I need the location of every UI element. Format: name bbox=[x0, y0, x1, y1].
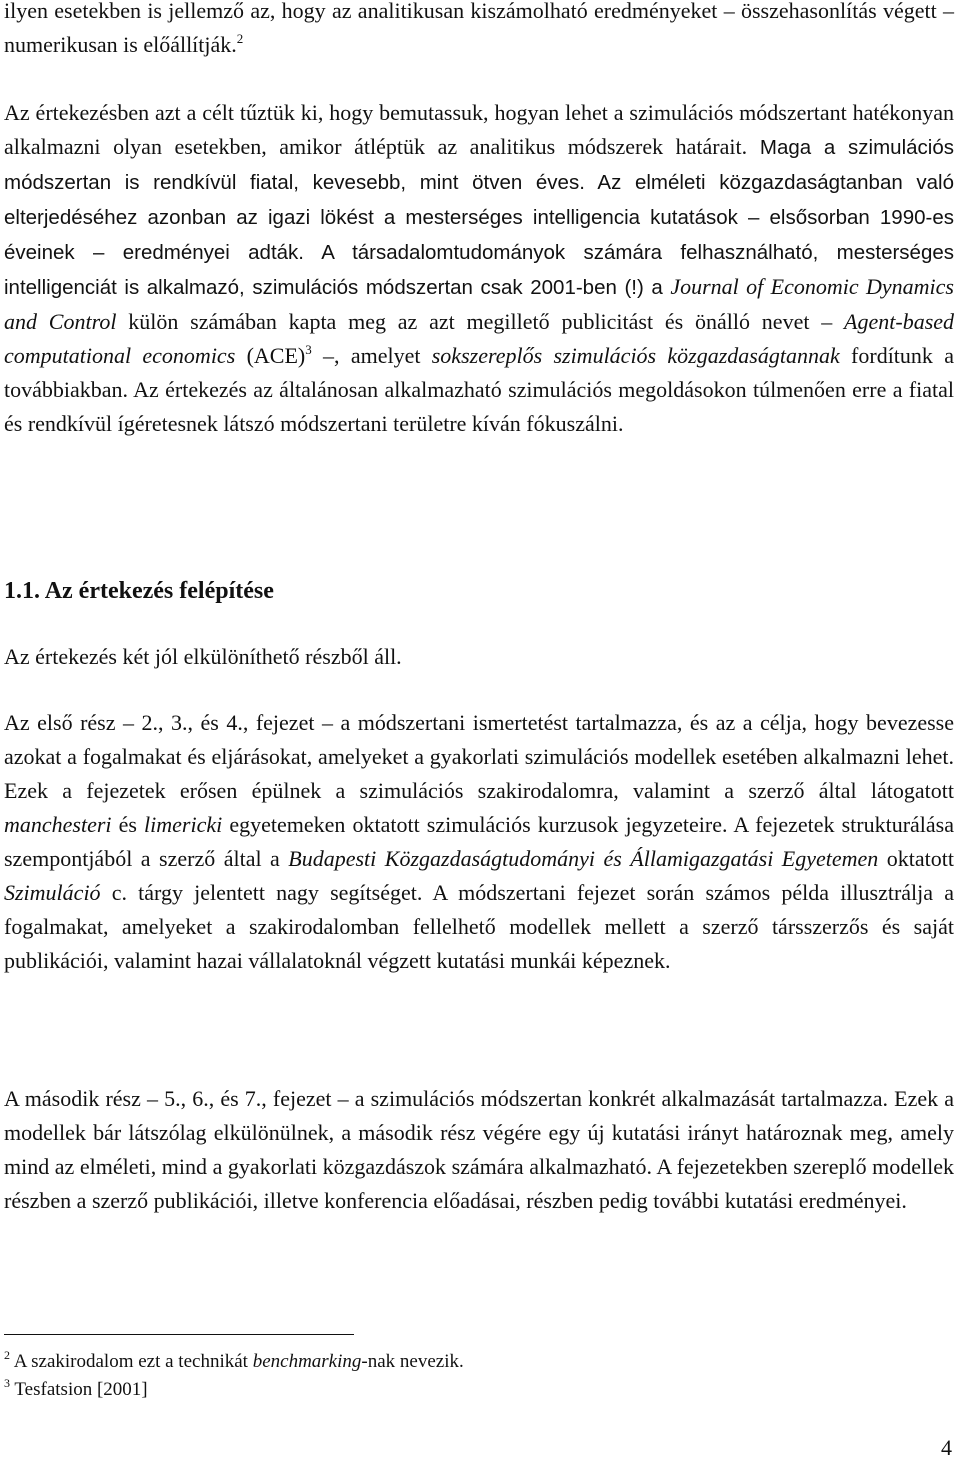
footnote-2 bbox=[4, 1348, 464, 1376]
text-span: oktatott bbox=[878, 846, 954, 871]
journal-title: Journal of Economic Dynamics and Control bbox=[4, 274, 954, 334]
section-number: 1.1. bbox=[4, 578, 40, 604]
text-span: -nak nevezik. bbox=[361, 1351, 464, 1372]
text-span: Ezek a modellek bár látszólag elkülönülnek, a második rész végére egy új kutatási irányt határoznak meg, amely mind az elméleti, mind a gyakorlati közgazdászok számára alkalmazható. bbox=[4, 1086, 954, 1179]
paragraph-lead bbox=[4, 0, 954, 62]
ace-term: Agent-based computational economics bbox=[4, 309, 955, 368]
text-span-sans: A társadalomtudományok számára felhasználható, mesterséges intelligenciát is alkalmazó, szimulációs módszertan csak 2001-ben (!) a bbox=[4, 241, 954, 299]
footnote-number: 3 bbox=[4, 1376, 10, 1390]
text-span: Az értekezésben azt a célt tűztük ki, hogy bemutassuk, hogyan lehet a szimulációs módszertant hatékonyan alkalmazni olyan esetekben, amikor átléptük az analitikus módszerek határait. bbox=[4, 100, 954, 159]
paragraph-part-two bbox=[4, 1082, 954, 1218]
footnote-number: 2 bbox=[4, 1348, 10, 1362]
text-span: Az első rész – 2., 3., és 4., fejezet – a módszertani ismertetést tartalmazza, és az a célja, hogy bevezesse azokat a fogalmakat és eljárásokat, amelyeket a gyakorlati szimulációs modellek esetében alkalmazni lehet. bbox=[4, 710, 954, 769]
paragraph-part-one bbox=[4, 706, 954, 978]
text-span: ilyen esetekben is jellemző az, hogy az analitikusan kiszámolható eredményeket – összehasonlítás végett – numerikusan is előállítják. bbox=[4, 0, 954, 57]
emphasis-benchmarking: benchmarking bbox=[252, 1351, 362, 1372]
text-span: –, amelyet bbox=[311, 343, 432, 368]
paragraph-intro bbox=[4, 96, 954, 441]
paragraph-structure-intro: Az értekezés két jól elkülöníthető részből áll. bbox=[4, 644, 402, 669]
section-title: Az értekezés felépítése bbox=[44, 578, 274, 604]
emphasis-limericki: limericki bbox=[144, 812, 223, 837]
text-span: Ezek a fejezetek erősen épülnek a szimulációs szakirodalomra, valamint a szerző által látogatott bbox=[4, 778, 954, 803]
text-span: A módszertani fejezet során számos példa illusztrálja a fogalmakat, amelyeket a szakirodalomban fellelhető modellek mellett a szerző társszerzős és saját publikációi, valamint hazai vállalatoknál végzett kutatási munkái képeznek. bbox=[4, 880, 954, 973]
text-span: A második rész – 5., 6., és 7., fejezet – a szimulációs módszertan konkrét alkalmazását tartalmazza. bbox=[4, 1086, 889, 1111]
footnote-separator bbox=[4, 1334, 354, 1335]
text-span: és bbox=[111, 812, 145, 837]
text-span: c. tárgy jelentett nagy segítséget. bbox=[100, 880, 423, 905]
emphasis-university: Budapesti Közgazdaságtudományi és Államigazgatási Egyetemen bbox=[288, 846, 879, 871]
text-span: (ACE) bbox=[235, 343, 306, 368]
text-span: egyetemeken oktatott szimulációs kurzusok jegyzeteire. bbox=[222, 812, 728, 837]
emphasis-course: Szimuláció bbox=[4, 880, 101, 905]
text-span: fordítunk a továbbiakban. Az értekezés az általánosan alkalmazható szimulációs megoldásokon túlmenően erre a fiatal és rendkívül ígéretesnek látszó módszertani területre kíván fókuszálni. bbox=[4, 343, 954, 436]
text-span: A fejezetek strukturálása szempontjából a szerző által a bbox=[4, 812, 954, 871]
text-span: A szakirodalom ezt a technikát bbox=[10, 1351, 253, 1372]
footnote-3 bbox=[4, 1376, 464, 1404]
page-number: 4 bbox=[941, 1435, 952, 1460]
text-span-sans: Maga a szimulációs módszertan is rendkívül fiatal, kevesebb, mint ötven éves. Az elméleti közgazdaságtanban való elterjedéséhez azonban az igazi lökést a mesterséges intelligencia kutatások – elsősorban 1990-es éveinek – eredményei adták. bbox=[4, 136, 954, 264]
emphasis-manchesteri: manchesteri bbox=[4, 812, 112, 837]
footnotes bbox=[4, 1348, 464, 1404]
text-span: Tesfatsion [2001] bbox=[10, 1379, 148, 1400]
text-span: A fejezetekben szereplő modellek részben a szerző publikációi, illetve konferencia előadásai, részben pedig további kutatási eredményei. bbox=[4, 1154, 954, 1213]
section-heading bbox=[4, 574, 274, 608]
footnote-ref-2[interactable]: 2 bbox=[236, 31, 244, 46]
text-span: külön számában kapta meg az azt megillető publicitást és önálló nevet – bbox=[116, 309, 845, 334]
footnote-ref-3[interactable]: 3 bbox=[305, 342, 312, 357]
defined-term: sokszereplős szimulációs közgazdaságtannak bbox=[431, 343, 840, 368]
